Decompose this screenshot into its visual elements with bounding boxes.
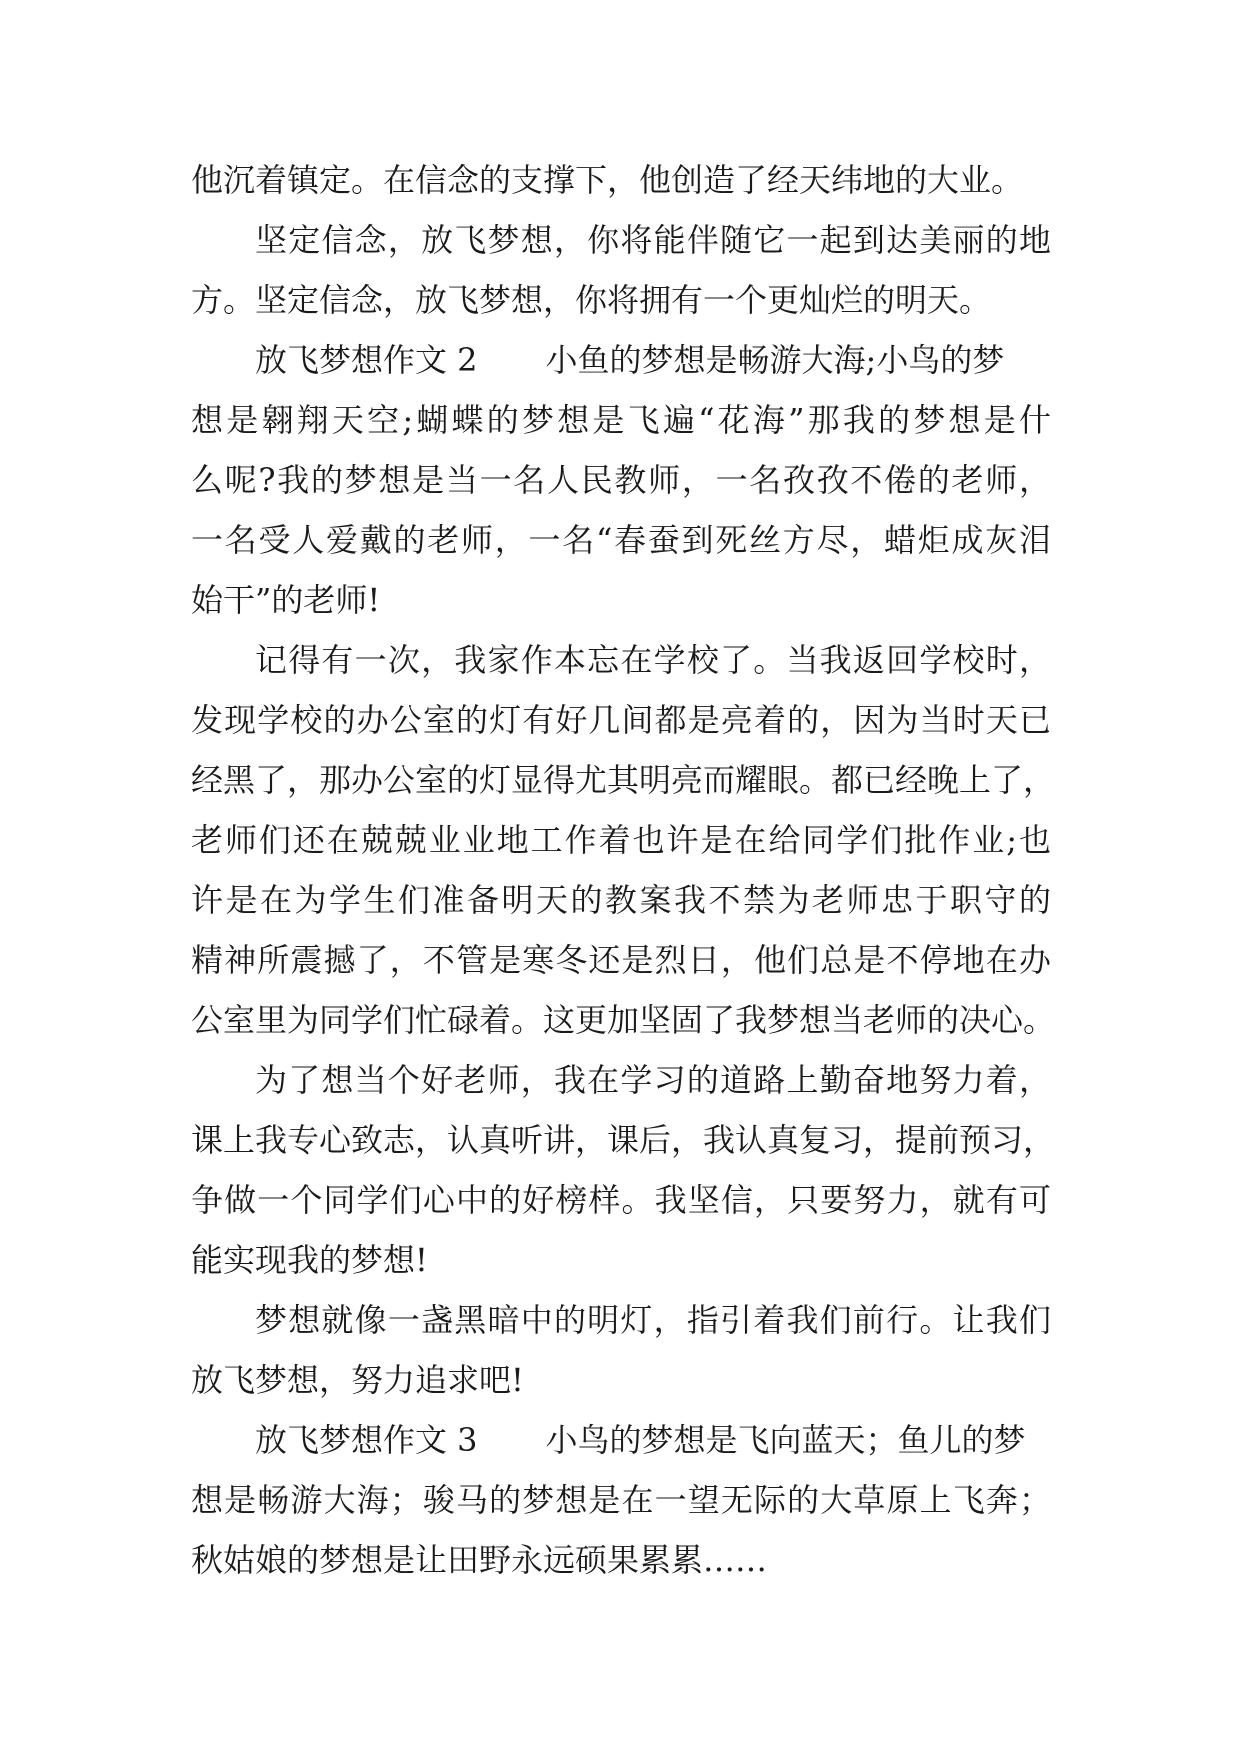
text-line: 梦想就像一盏黑暗中的明灯，指引着我们前行。让我们	[255, 1301, 1051, 1339]
text-line: 方。坚定信念，放飞梦想，你将拥有一个更灿烂的明天。	[191, 281, 992, 319]
text-line: 想是畅游大海；骏马的梦想是在一望无际的大草原上飞奔；	[191, 1481, 1051, 1519]
text-line: 想是翱翔天空;蝴蝶的梦想是飞遍“花海”那我的梦想是什	[191, 401, 1051, 439]
text-line: 么呢?我的梦想是当一名人民教师，一名孜孜不倦的老师，	[191, 461, 1051, 499]
text-line: 他沉着镇定。在信念的支撑下，他创造了经天纬地的大业。	[191, 161, 1024, 199]
text-line: 始干”的老师!	[191, 581, 381, 619]
essay-heading-line	[191, 330, 1051, 390]
text-line: 能实现我的梦想!	[191, 1241, 428, 1279]
essay-heading-line	[191, 1410, 1051, 1470]
text-line: 经黑了，那办公室的灯显得尤其明亮而耀眼。都已经晚上了，	[191, 761, 1056, 799]
essay-title: 放飞梦想作文 3	[255, 1421, 478, 1459]
text-segment: 小鸟的梦想是飞向蓝天；鱼儿的梦	[545, 1421, 1026, 1459]
text-line: 发现学校的办公室的灯有好几间都是亮着的，因为当时天已	[191, 701, 1051, 739]
text-segment: 小鱼的梦想是畅游大海;小鸟的梦	[545, 341, 1005, 379]
text-line: 秋姑娘的梦想是让田野永远硕果累累……	[191, 1541, 768, 1579]
text-line: 记得有一次，我家作本忘在学校了。当我返回学校时，	[255, 641, 1051, 679]
text-line: 坚定信念，放飞梦想，你将能伴随它一起到达美丽的地	[255, 221, 1051, 259]
text-line: 一名受人爱戴的老师，一名“春蚕到死丝方尽，蜡炬成灰泪	[191, 521, 1051, 559]
text-line: 许是在为学生们准备明天的教案我不禁为老师忠于职守的	[191, 881, 1051, 919]
text-line: 争做一个同学们心中的好榜样。我坚信，只要努力，就有可	[191, 1181, 1051, 1219]
text-line: 课上我专心致志，认真听讲，课后，我认真复习，提前预习，	[191, 1121, 1056, 1159]
text-line: 精神所震撼了，不管是寒冬还是烈日，他们总是不停地在办	[191, 941, 1051, 979]
essay-title: 放飞梦想作文 2	[255, 341, 478, 379]
document-body	[191, 150, 1056, 1590]
text-line: 老师们还在兢兢业业地工作着也许是在给同学们批作业;也	[191, 821, 1051, 859]
text-line: 公室里为同学们忙碌着。这更加坚固了我梦想当老师的决心。	[191, 1001, 1056, 1039]
text-line: 为了想当个好老师，我在学习的道路上勤奋地努力着，	[255, 1061, 1051, 1099]
text-line: 放飞梦想，努力追求吧!	[191, 1361, 524, 1399]
